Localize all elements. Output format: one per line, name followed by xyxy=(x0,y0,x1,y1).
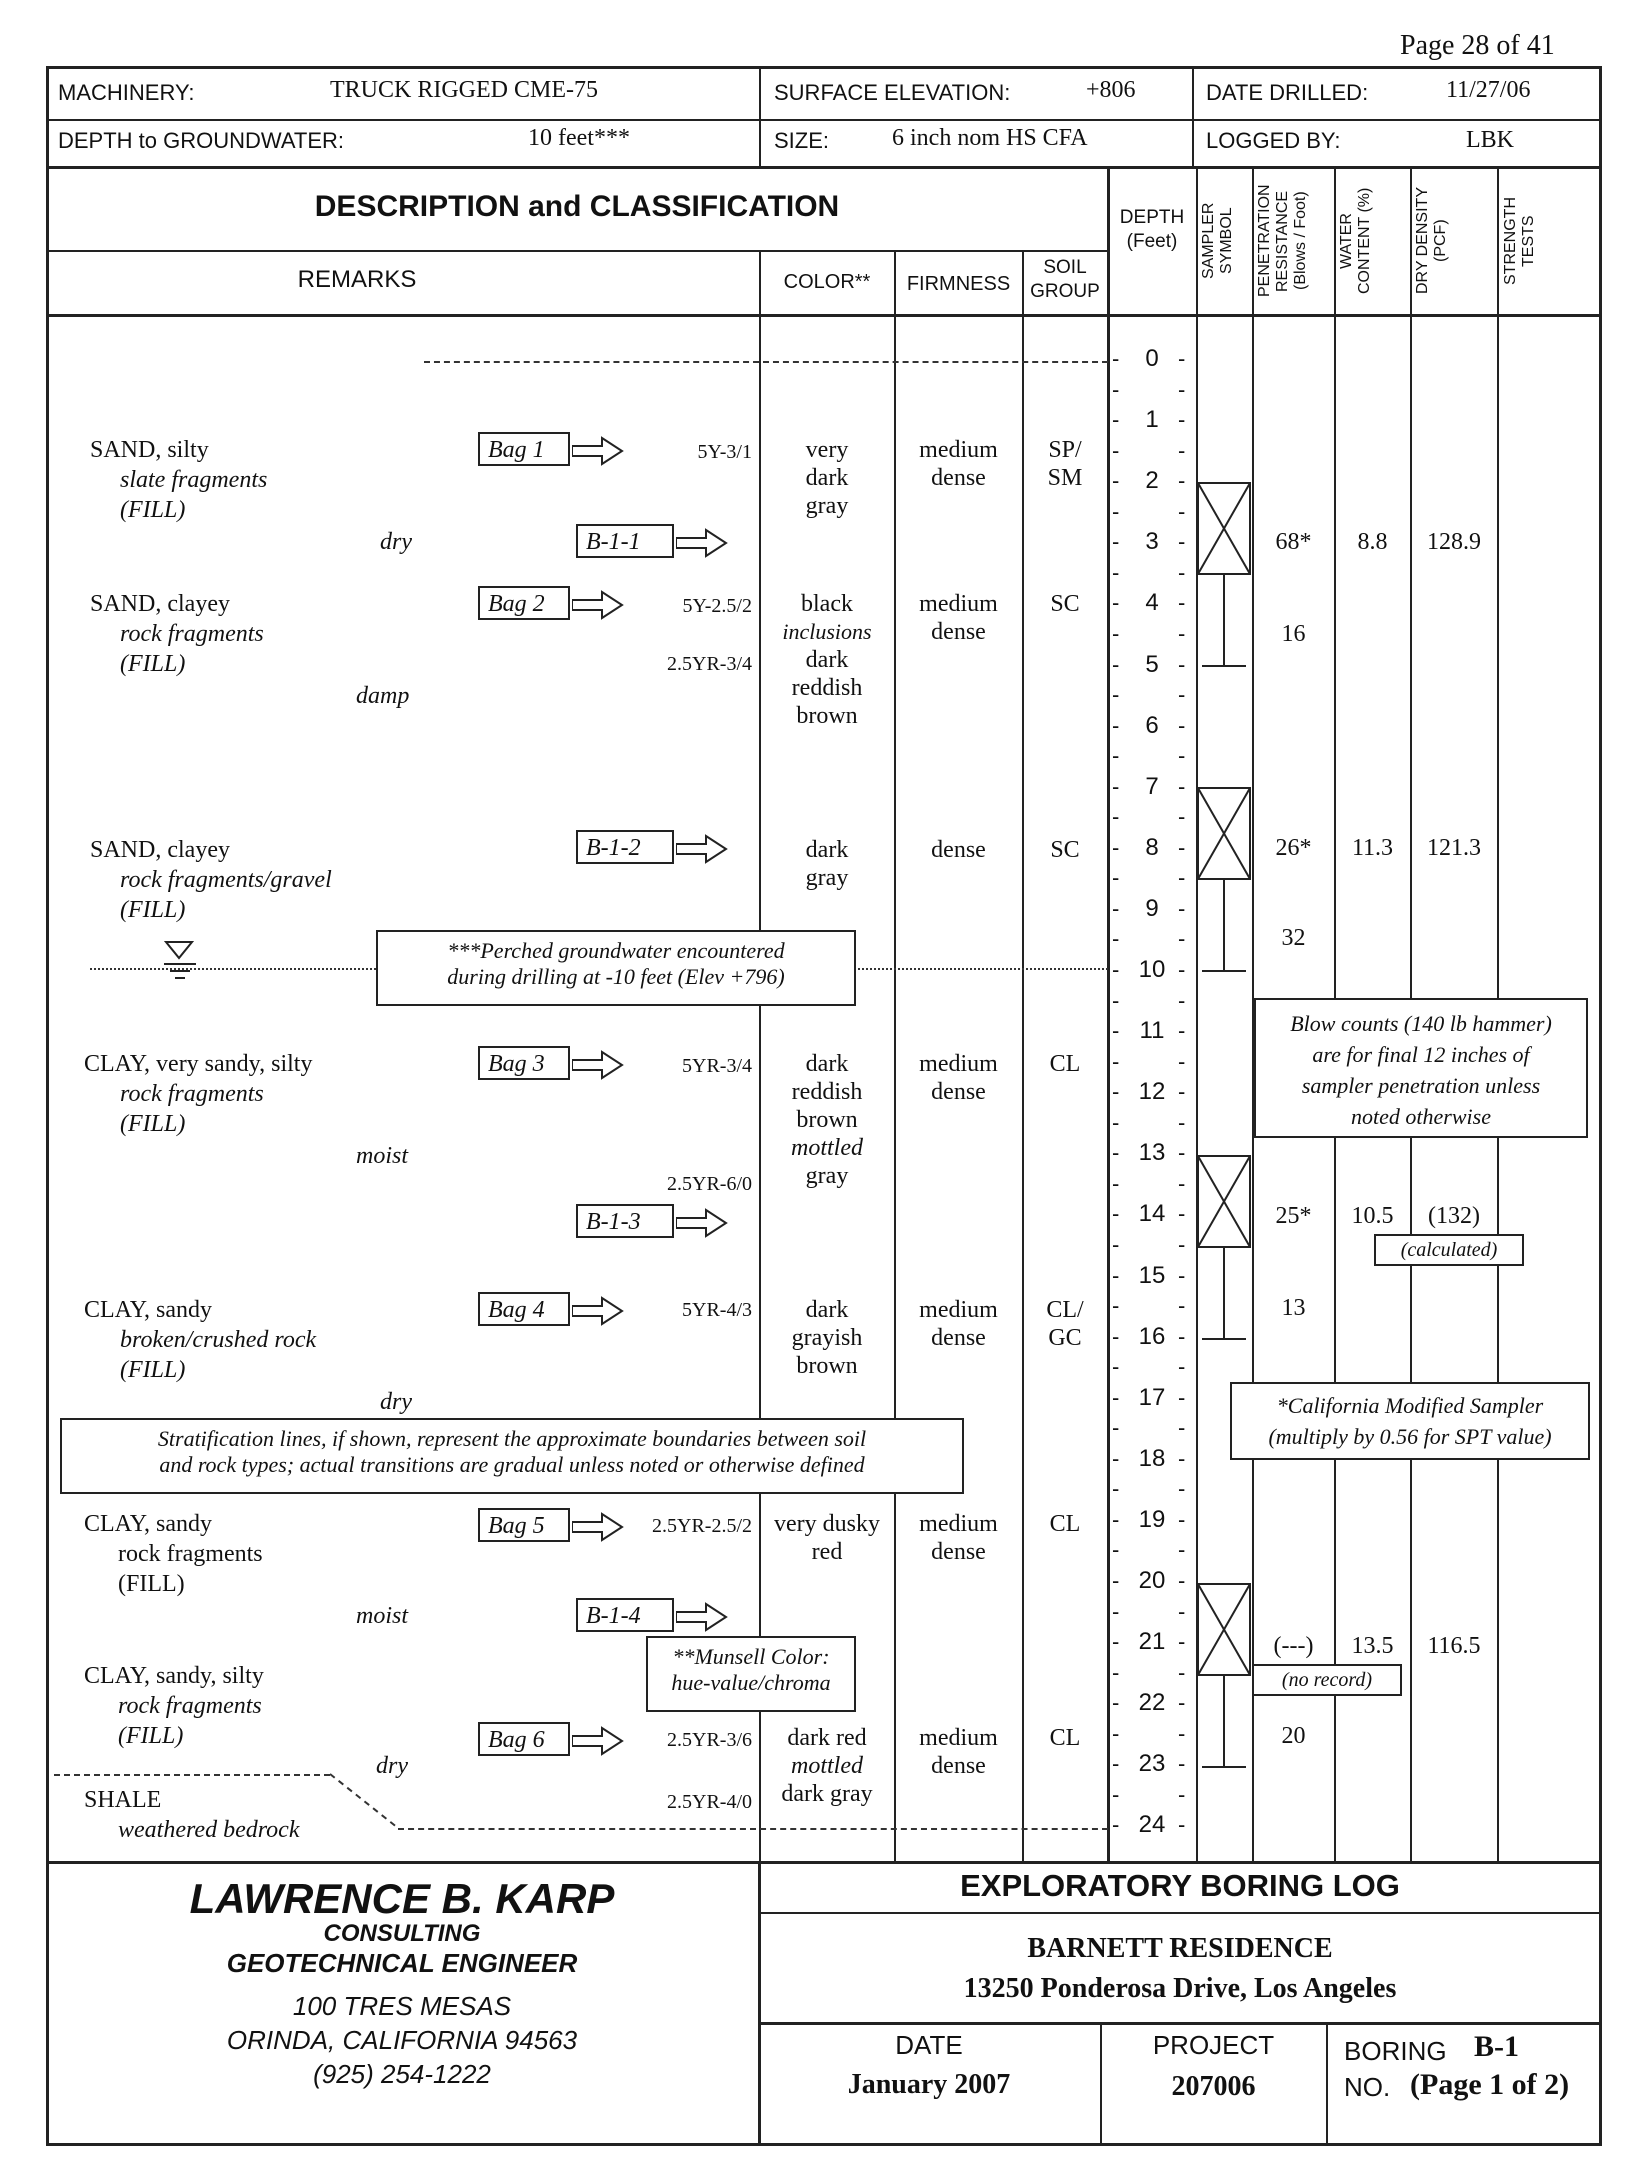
shale-boundary-right xyxy=(398,1828,1108,1830)
depth-groundwater-label: DEPTH to GROUNDWATER: xyxy=(58,128,345,153)
water-content-4: 13.5 xyxy=(1351,1633,1394,1659)
layer-5-sub: broken/crushed rock xyxy=(120,1327,317,1353)
depth-tick: - xyxy=(1112,1415,1120,1441)
depth-tick: - xyxy=(1112,1445,1120,1471)
depth-label: 2 xyxy=(1145,467,1159,495)
company-address-1: 100 TRES MESAS xyxy=(292,1991,512,2021)
depth-tick: - xyxy=(1112,1537,1120,1563)
depth-tick: - xyxy=(1112,468,1120,494)
bag-3-tag: Bag 3 xyxy=(478,1046,570,1080)
project-name: BARNETT RESIDENCE xyxy=(1027,1933,1333,1964)
depth-tick: - xyxy=(1178,834,1186,860)
layer-5-color: dark grayish brown xyxy=(791,1297,863,1379)
sampler-symbols xyxy=(1196,0,1252,1862)
depth-tick: - xyxy=(1112,1354,1120,1380)
depth-tick: - xyxy=(1112,804,1120,830)
date-value: January 2007 xyxy=(847,2069,1011,2100)
depth-tick: - xyxy=(1178,1109,1186,1135)
machinery-label: MACHINERY: xyxy=(58,80,195,105)
layer-2-name: SAND, clayey xyxy=(90,591,230,617)
depth-tick: - xyxy=(1178,620,1186,646)
depth-tick: - xyxy=(1178,590,1186,616)
depth-tick: - xyxy=(1112,376,1120,402)
page-number: Page 28 of 41 xyxy=(1400,30,1555,61)
depth-header: DEPTH (Feet) xyxy=(1119,207,1185,252)
ground-surface-line xyxy=(424,361,1108,363)
depth-tick: - xyxy=(1112,1690,1120,1716)
depth-tick: - xyxy=(1112,1506,1120,1532)
arrow-icon xyxy=(676,1602,728,1632)
arrow-icon xyxy=(572,1726,624,1756)
depth-tick: - xyxy=(1112,1109,1120,1135)
munsell-6: 5YR-4/3 xyxy=(682,1299,752,1321)
depth-tick: - xyxy=(1178,498,1186,524)
layer-5-moisture: dry xyxy=(380,1389,412,1415)
depth-label: 6 xyxy=(1145,711,1159,739)
dry-density-2: 121.3 xyxy=(1427,835,1481,861)
depth-tick: - xyxy=(1178,1659,1186,1685)
depth-tick: - xyxy=(1112,529,1120,555)
depth-label: 7 xyxy=(1145,772,1159,800)
munsell-8: 2.5YR-3/6 xyxy=(667,1729,752,1751)
depth-tick: - xyxy=(1178,1018,1186,1044)
layer-5-name: CLAY, sandy xyxy=(84,1297,213,1323)
depth-tick: - xyxy=(1112,865,1120,891)
depth-label: 19 xyxy=(1138,1505,1166,1533)
layer-8-name: SHALE xyxy=(84,1787,162,1813)
dry-density-3: (132) xyxy=(1428,1203,1480,1229)
bag-6-tag: Bag 6 xyxy=(478,1722,570,1756)
depth-tick: - xyxy=(1112,1079,1120,1105)
depth-tick: - xyxy=(1112,1140,1120,1166)
project-value: 207006 xyxy=(1171,2071,1256,2102)
depth-tick: - xyxy=(1112,926,1120,952)
depth-label: 17 xyxy=(1138,1383,1166,1411)
munsell-9: 2.5YR-4/0 xyxy=(667,1791,752,1813)
depth-tick: - xyxy=(1178,1445,1186,1471)
depth-tick: - xyxy=(1112,1323,1120,1349)
depth-tick: - xyxy=(1178,926,1186,952)
depth-label: 3 xyxy=(1145,528,1159,556)
machinery-value: TRUCK RIGGED CME-75 xyxy=(330,77,598,103)
calculated-note: (calculated) xyxy=(1374,1234,1524,1266)
depth-tick: - xyxy=(1112,773,1120,799)
layer-7-moisture: dry xyxy=(376,1753,408,1779)
layer-2-color: black inclusions dark reddish brown xyxy=(782,591,872,729)
size-value: 6 inch nom HS CFA xyxy=(892,125,1088,151)
depth-tick: - xyxy=(1178,682,1186,708)
arrow-icon xyxy=(572,1296,624,1326)
layer-4-moisture: moist xyxy=(356,1143,409,1169)
depth-tick: - xyxy=(1178,1506,1186,1532)
depth-tick: - xyxy=(1178,804,1186,830)
depth-tick: - xyxy=(1178,1140,1186,1166)
depth-tick: - xyxy=(1178,468,1186,494)
company-consulting: CONSULTING xyxy=(323,1920,481,1947)
depth-tick: - xyxy=(1178,651,1186,677)
strength-tests-header: STRENGTH TESTS xyxy=(1502,197,1537,285)
depth-tick: - xyxy=(1178,865,1186,891)
layer-5-fill: (FILL) xyxy=(120,1357,186,1383)
layer-4-fill: (FILL) xyxy=(120,1111,186,1137)
arrow-icon xyxy=(676,528,728,558)
layer-1-fill: (FILL) xyxy=(120,497,186,523)
stratification-note: Stratification lines, if shown, represent the approximate boundaries between soil and rock types; actual transitions are gradual unless noted or otherwise defined xyxy=(60,1418,964,1494)
blow-counts-note: Blow counts (140 lb hammer) are for final 12 inches of sampler penetration unless noted otherwise xyxy=(1254,998,1588,1138)
boring-no-label: NO. xyxy=(1344,2072,1391,2102)
depth-tick: - xyxy=(1112,682,1120,708)
depth-tick: - xyxy=(1178,1781,1186,1807)
layer-6-name: CLAY, sandy xyxy=(84,1511,213,1537)
depth-tick: - xyxy=(1178,1231,1186,1257)
layer-2-moisture: damp xyxy=(356,683,410,709)
layer-1-firmness: medium dense xyxy=(919,437,998,491)
depth-tick: - xyxy=(1112,1598,1120,1624)
company-address-2: ORINDA, CALIFORNIA 94563 xyxy=(226,2025,578,2055)
layer-3-firmness: dense xyxy=(931,837,986,863)
logged-by-label: LOGGED BY: xyxy=(1206,128,1341,153)
project-address: 13250 Ponderosa Drive, Los Angeles xyxy=(963,1973,1397,2004)
sample-b-1-2-tag: B-1-2 xyxy=(576,830,674,864)
logged-by-value: LBK xyxy=(1466,127,1514,153)
surface-elevation-value: +806 xyxy=(1086,77,1136,103)
layer-7-fill: (FILL) xyxy=(118,1723,184,1749)
layer-7-firmness: medium dense xyxy=(919,1725,998,1779)
penetration-2: 16 xyxy=(1281,621,1306,647)
groundwater-note: ***Perched groundwater encountered during drilling at -10 feet (Elev +796) xyxy=(376,930,856,1006)
dry-density-1: 128.9 xyxy=(1427,529,1481,555)
depth-tick: - xyxy=(1112,1170,1120,1196)
depth-tick: - xyxy=(1178,1537,1186,1563)
sample-b-1-3-tag: B-1-3 xyxy=(576,1204,674,1238)
depth-tick: - xyxy=(1112,1018,1120,1044)
layer-7-sub: rock fragments xyxy=(118,1693,262,1719)
depth-tick: - xyxy=(1112,1201,1120,1227)
water-content-2: 11.3 xyxy=(1351,835,1394,861)
layer-2-group: SC xyxy=(1050,591,1080,617)
depth-tick: - xyxy=(1112,895,1120,921)
layer-6-sub: rock fragments xyxy=(118,1541,263,1567)
shale-boundary-left xyxy=(54,1774,330,1776)
project-label: PROJECT xyxy=(1152,2030,1275,2060)
depth-label: 16 xyxy=(1138,1322,1166,1350)
depth-tick: - xyxy=(1178,1690,1186,1716)
depth-tick: - xyxy=(1178,346,1186,371)
depth-tick: - xyxy=(1178,529,1186,555)
layer-6-color: very dusky red xyxy=(774,1511,880,1565)
depth-label: 11 xyxy=(1139,1017,1165,1045)
depth-tick: - xyxy=(1178,1079,1186,1105)
layer-4-group: CL xyxy=(1049,1051,1081,1077)
depth-tick: - xyxy=(1178,1720,1186,1746)
layer-6-group: CL xyxy=(1049,1511,1081,1537)
depth-tick: - xyxy=(1178,773,1186,799)
depth-tick: - xyxy=(1178,1629,1186,1655)
depth-label: 15 xyxy=(1138,1261,1166,1289)
layer-6-fill: (FILL) xyxy=(118,1571,185,1597)
depth-tick: - xyxy=(1112,1384,1120,1410)
depth-label: 13 xyxy=(1138,1139,1166,1167)
depth-tick: - xyxy=(1112,498,1120,524)
layer-1-name: SAND, silty xyxy=(90,437,209,463)
depth-tick: - xyxy=(1178,376,1186,402)
depth-tick: - xyxy=(1112,834,1120,860)
munsell-3: 2.5YR-3/4 xyxy=(667,653,752,675)
depth-tick: - xyxy=(1178,1415,1186,1441)
depth-tick: - xyxy=(1112,651,1120,677)
depth-tick: - xyxy=(1112,437,1120,463)
penetration-1: 68* xyxy=(1275,529,1312,555)
depth-tick: - xyxy=(1112,407,1120,433)
depth-tick: - xyxy=(1178,559,1186,585)
depth-tick: - xyxy=(1178,1568,1186,1593)
depth-tick: - xyxy=(1178,1170,1186,1196)
munsell-note: **Munsell Color: hue-value/chroma xyxy=(646,1636,856,1712)
depth-label: 4 xyxy=(1145,589,1159,617)
firmness-header: FIRMNESS xyxy=(906,273,1011,295)
depth-tick: - xyxy=(1178,1751,1186,1777)
bag-2-tag: Bag 2 xyxy=(478,586,570,620)
depth-label: 12 xyxy=(1138,1078,1166,1106)
sample-b-1-4-tag: B-1-4 xyxy=(576,1598,674,1632)
dry-density-4: 116.5 xyxy=(1427,1633,1481,1659)
layer-7-color: dark red mottled dark gray xyxy=(781,1725,873,1807)
penetration-7: (---) xyxy=(1273,1633,1314,1659)
shale-boundary-slope xyxy=(330,1772,400,1832)
penetration-8: 20 xyxy=(1281,1723,1306,1749)
layer-7-name: CLAY, sandy, silty xyxy=(84,1663,264,1689)
bag-5-tag: Bag 5 xyxy=(478,1508,570,1542)
log-title: EXPLORATORY BORING LOG xyxy=(960,1868,1400,1903)
depth-tick: - xyxy=(1112,1476,1120,1502)
surface-elevation-label: SURFACE ELEVATION: xyxy=(774,80,1011,105)
layer-6-firmness: medium dense xyxy=(919,1511,998,1565)
depth-label: 20 xyxy=(1138,1567,1166,1594)
size-label: SIZE: xyxy=(774,128,830,153)
depth-groundwater-value: 10 feet*** xyxy=(528,125,630,151)
date-drilled-value: 11/27/06 xyxy=(1446,77,1531,103)
depth-tick: - xyxy=(1178,1598,1186,1624)
layer-3-name: SAND, clayey xyxy=(90,837,230,863)
depth-tick: - xyxy=(1178,1476,1186,1502)
layer-8-sub: weathered bedrock xyxy=(118,1817,300,1843)
depth-tick: - xyxy=(1112,743,1120,769)
depth-tick: - xyxy=(1112,1812,1120,1838)
depth-tick: - xyxy=(1112,1781,1120,1807)
bag-1-tag: Bag 1 xyxy=(478,432,570,466)
date-label: DATE xyxy=(895,2030,963,2060)
depth-tick: - xyxy=(1178,987,1186,1013)
depth-tick: - xyxy=(1112,1293,1120,1319)
layer-4-color: dark reddish brown mottled gray xyxy=(791,1051,863,1189)
layer-1-group: SP/ SM xyxy=(1047,437,1083,491)
depth-tick: - xyxy=(1112,1568,1120,1593)
depth-tick: - xyxy=(1178,1354,1186,1380)
penetration-header: PENETRATION RESISTANCE (Blows / Foot) xyxy=(1256,184,1309,298)
munsell-7: 2.5YR-2.5/2 xyxy=(652,1515,752,1537)
company-name: LAWRENCE B. KARP xyxy=(189,1875,615,1922)
depth-tick: - xyxy=(1178,437,1186,463)
arrow-icon xyxy=(572,590,624,620)
depth-tick: - xyxy=(1112,620,1120,646)
layer-2-sub: rock fragments xyxy=(120,621,264,647)
layer-1-color: very dark gray xyxy=(805,437,849,519)
depth-tick: - xyxy=(1178,743,1186,769)
date-drilled-label: DATE DRILLED: xyxy=(1206,80,1369,105)
depth-label: 0 xyxy=(1145,345,1159,372)
bag-4-tag: Bag 4 xyxy=(478,1292,570,1326)
layer-1-moisture: dry xyxy=(380,529,412,555)
layer-3-group: SC xyxy=(1050,837,1080,863)
munsell-1: 5Y-3/1 xyxy=(697,441,752,463)
groundwater-line-left xyxy=(90,968,376,970)
depth-tick: - xyxy=(1112,1720,1120,1746)
color-header: COLOR** xyxy=(783,271,871,293)
depth-tick: - xyxy=(1178,957,1186,982)
layer-2-fill: (FILL) xyxy=(120,651,186,677)
description-title: DESCRIPTION and CLASSIFICATION xyxy=(314,190,840,223)
layer-4-firmness: medium dense xyxy=(919,1051,998,1105)
depth-tick: - xyxy=(1112,590,1120,616)
depth-tick: - xyxy=(1112,1751,1120,1777)
penetration-5: 25* xyxy=(1275,1203,1312,1229)
depth-tick: - xyxy=(1112,1659,1120,1685)
layer-3-color: dark gray xyxy=(805,837,849,891)
arrow-icon xyxy=(676,834,728,864)
soil-group-header: SOIL GROUP xyxy=(1030,257,1100,302)
boring-value: B-1 xyxy=(1474,2030,1519,2063)
no-record-note: (no record) xyxy=(1252,1664,1402,1696)
depth-label: 23 xyxy=(1138,1750,1166,1778)
depth-label: 8 xyxy=(1145,833,1159,861)
california-sampler-note: *California Modified Sampler (multiply by 0.56 for SPT value) xyxy=(1230,1382,1590,1460)
arrow-icon xyxy=(572,1050,624,1080)
munsell-5: 2.5YR-6/0 xyxy=(667,1173,752,1195)
layer-4-sub: rock fragments xyxy=(120,1081,264,1107)
layer-1-sub: slate fragments xyxy=(120,467,268,493)
boring-page: (Page 1 of 2) xyxy=(1410,2068,1570,2101)
depth-label: 14 xyxy=(1138,1200,1166,1228)
company-phone: (925) 254-1222 xyxy=(313,2059,491,2089)
depth-label: 24 xyxy=(1138,1811,1166,1839)
depth-label: 5 xyxy=(1145,650,1159,678)
remarks-header: REMARKS xyxy=(297,266,417,293)
munsell-4: 5YR-3/4 xyxy=(682,1055,752,1077)
depth-tick: - xyxy=(1178,1201,1186,1227)
depth-tick: - xyxy=(1178,1812,1186,1838)
layer-6-moisture: moist xyxy=(356,1603,409,1629)
water-table-icon xyxy=(160,940,200,986)
depth-tick: - xyxy=(1112,559,1120,585)
depth-label: 10 xyxy=(1138,956,1166,983)
depth-tick: - xyxy=(1112,1231,1120,1257)
groundwater-line-right xyxy=(858,968,1108,970)
layer-2-firmness: medium dense xyxy=(919,591,998,645)
munsell-2: 5Y-2.5/2 xyxy=(682,595,752,617)
sample-b-1-1-tag: B-1-1 xyxy=(576,524,674,558)
depth-tick: - xyxy=(1112,957,1120,982)
layer-7-group: CL xyxy=(1049,1725,1081,1751)
depth-label: 18 xyxy=(1138,1444,1166,1472)
depth-tick: - xyxy=(1178,1293,1186,1319)
penetration-3: 26* xyxy=(1275,835,1312,861)
depth-tick: - xyxy=(1178,1048,1186,1074)
layer-5-firmness: medium dense xyxy=(919,1297,998,1351)
arrow-icon xyxy=(676,1208,728,1238)
depth-label: 9 xyxy=(1145,894,1159,922)
depth-label: 22 xyxy=(1138,1689,1166,1717)
layer-5-group: CL/ GC xyxy=(1046,1297,1084,1351)
water-content-header: WATER CONTENT (%) xyxy=(1338,187,1373,295)
layer-3-sub: rock fragments/gravel xyxy=(120,867,332,893)
depth-tick: - xyxy=(1112,1629,1120,1655)
depth-tick: - xyxy=(1178,895,1186,921)
layer-3-fill: (FILL) xyxy=(120,897,186,923)
boring-label: BORING xyxy=(1344,2036,1447,2066)
water-content-3: 10.5 xyxy=(1351,1203,1394,1229)
depth-tick: - xyxy=(1178,1384,1186,1410)
depth-tick: - xyxy=(1178,712,1186,738)
depth-tick: - xyxy=(1112,346,1120,371)
depth-tick: - xyxy=(1178,1262,1186,1288)
depth-label: 21 xyxy=(1138,1628,1166,1656)
water-content-1: 8.8 xyxy=(1357,529,1388,555)
depth-tick: - xyxy=(1112,1048,1120,1074)
depth-tick: - xyxy=(1112,712,1120,738)
penetration-6: 13 xyxy=(1281,1295,1306,1321)
layer-4-name: CLAY, very sandy, silty xyxy=(84,1051,313,1077)
depth-tick: - xyxy=(1178,1323,1186,1349)
dry-density-header: DRY DENSITY (PCF) xyxy=(1414,187,1449,295)
penetration-4: 32 xyxy=(1281,925,1306,951)
company-engineer: GEOTECHNICAL ENGINEER xyxy=(226,1948,578,1978)
arrow-icon xyxy=(572,436,624,466)
depth-tick: - xyxy=(1112,987,1120,1013)
sampler-header: SAMPLER SYMBOL xyxy=(1200,202,1235,280)
depth-tick: - xyxy=(1178,407,1186,433)
depth-label: 1 xyxy=(1145,406,1159,434)
depth-tick: - xyxy=(1112,1262,1120,1288)
